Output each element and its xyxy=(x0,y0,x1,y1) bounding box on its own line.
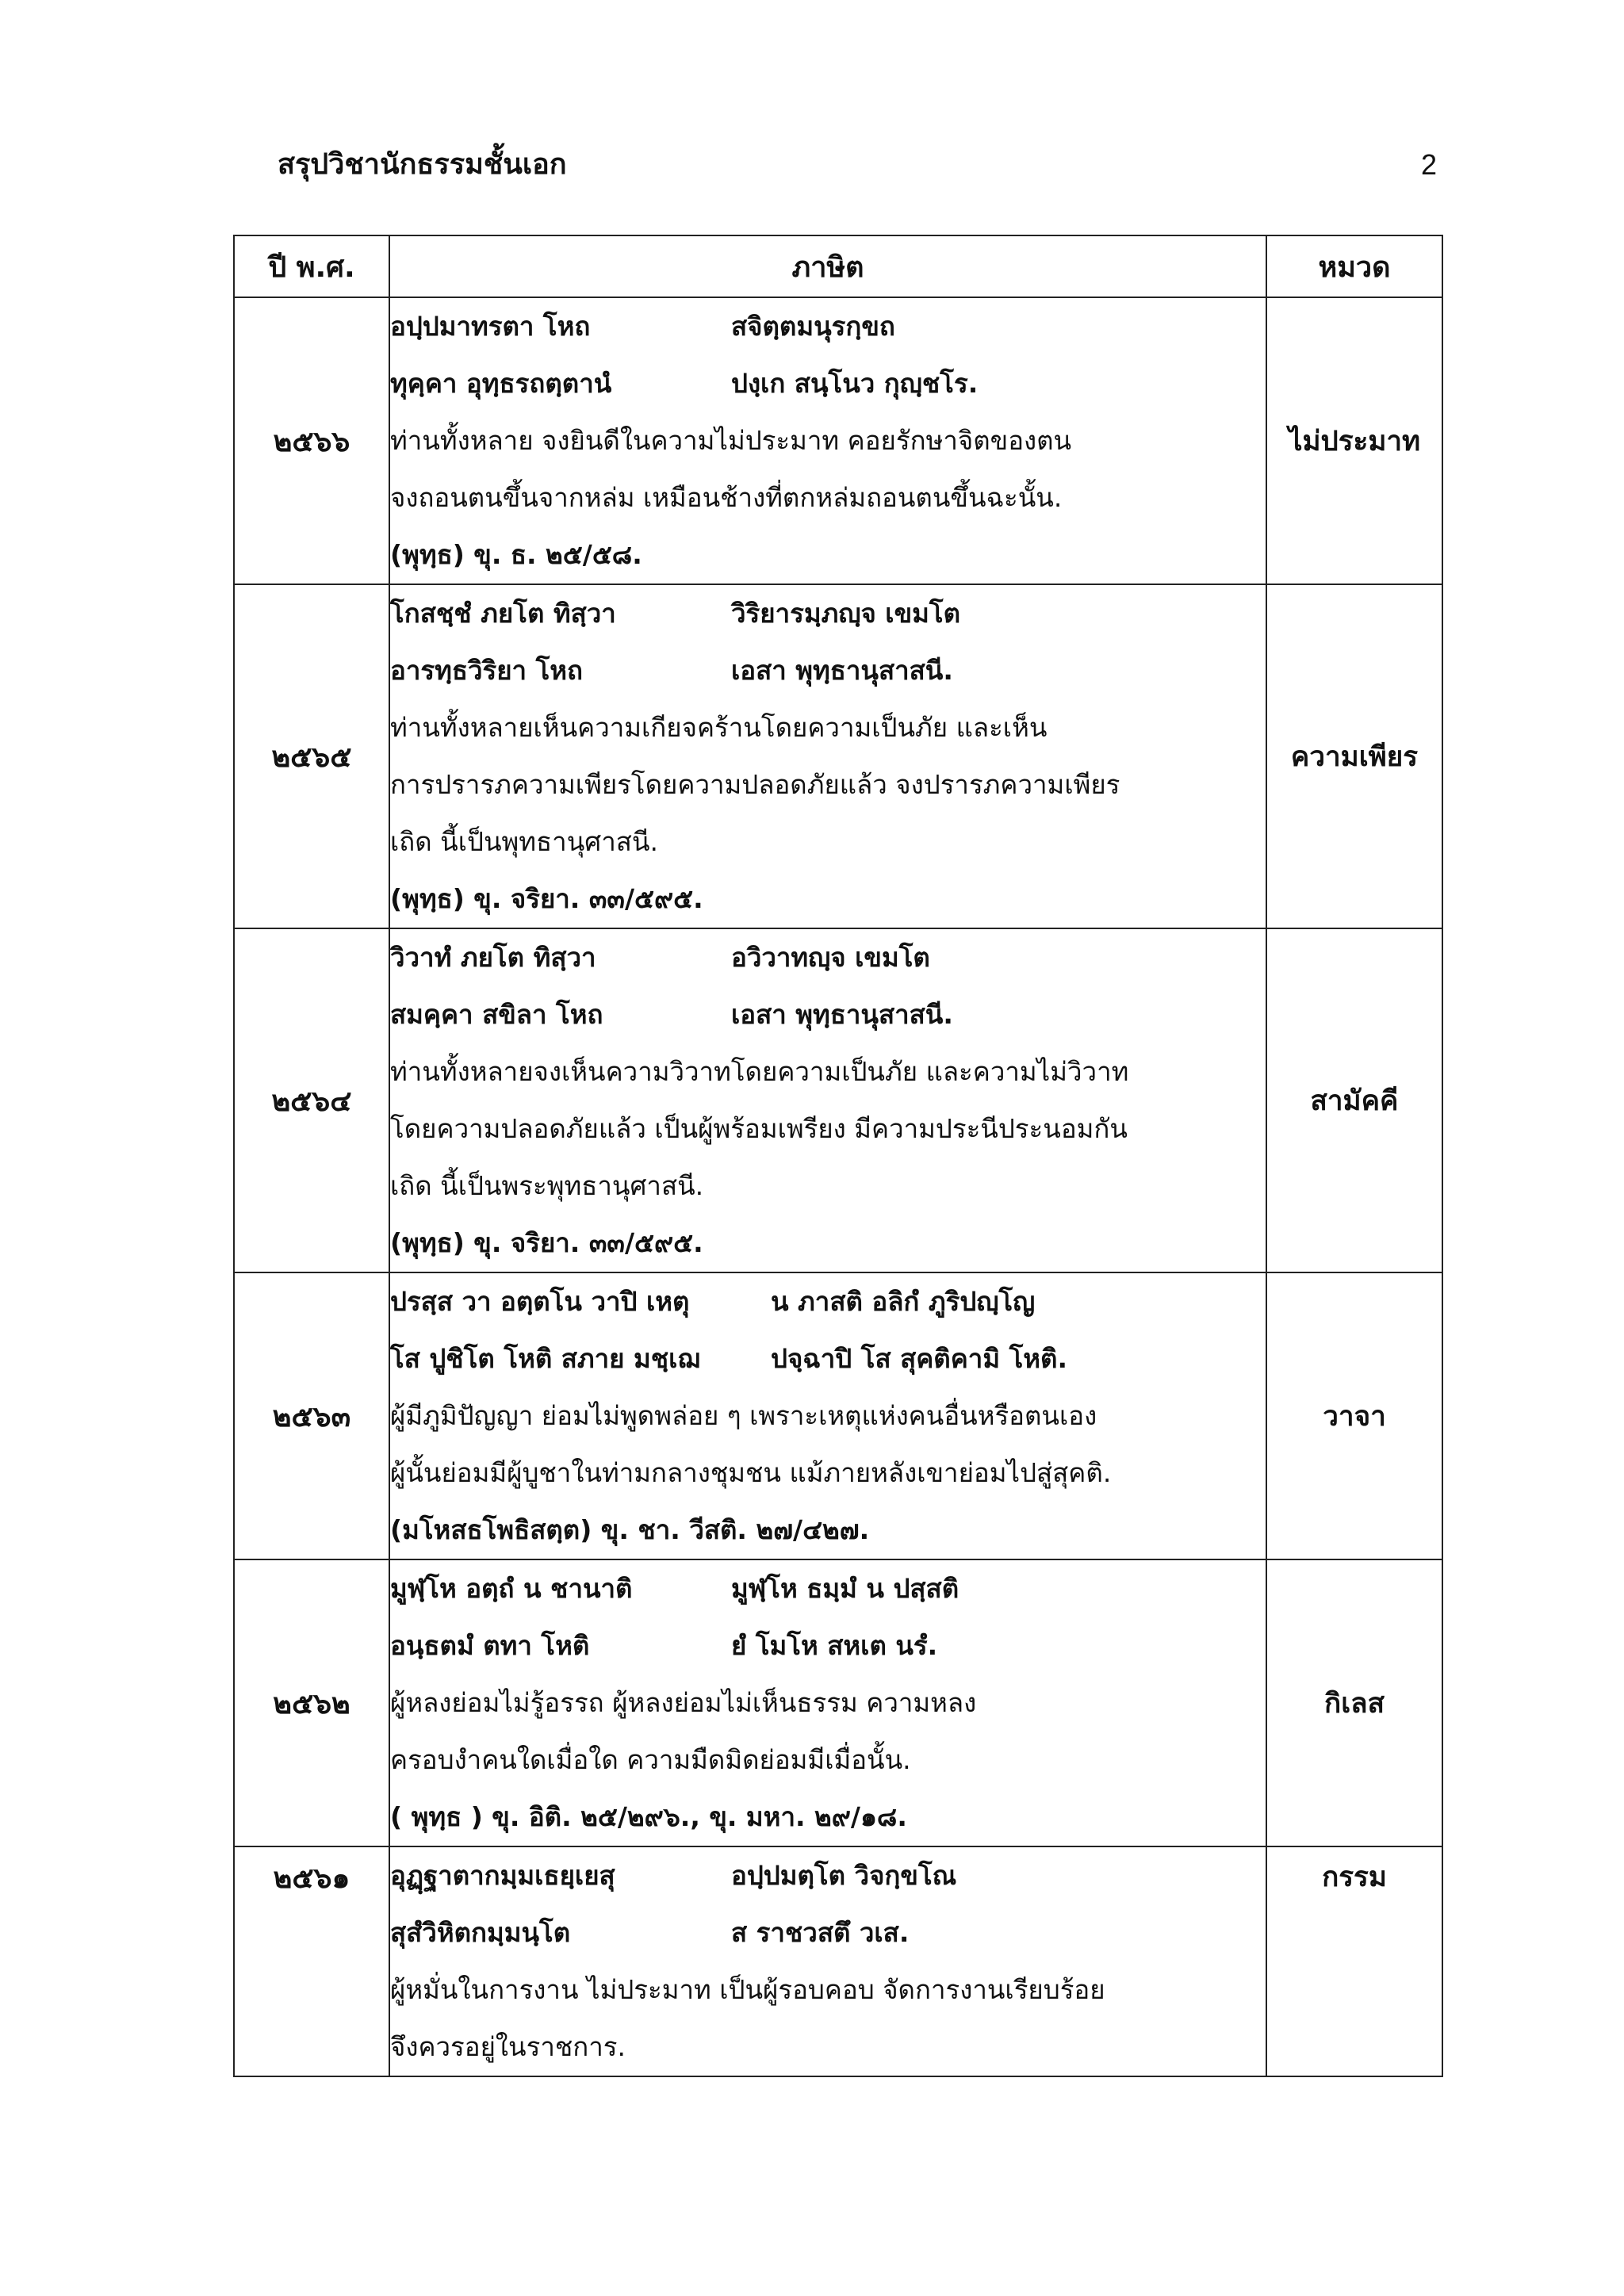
meaning-line: ผู้นั้นย่อมมีผู้บูชาในท่ามกลางชุมชน แม้ภายหลังเขาย่อมไปสู่สุคติ. xyxy=(390,1457,1112,1488)
pali-verse-b: เอสา พุทฺธานุสาสนี. xyxy=(731,655,953,686)
pali-verse-b: อวิวาทญฺจ เขมโต xyxy=(731,942,930,973)
meaning-line: เถิด นี้เป็นพุทธานุศาสนี. xyxy=(390,826,658,857)
year-cell: ๒๕๖๖ xyxy=(234,297,389,584)
category-cell: ไม่ประมาท xyxy=(1266,297,1442,584)
pali-verse-b: วิริยารมฺภญฺจ เขมโต xyxy=(731,598,961,629)
year-cell: ๒๕๖๕ xyxy=(234,584,389,928)
table-header-row xyxy=(234,235,1442,297)
verse-cell xyxy=(389,584,1266,928)
pali-verse-b: ปงฺเก สนฺโนว กุญฺชโร. xyxy=(731,368,979,399)
verse-cell xyxy=(389,928,1266,1272)
meaning-line: ผู้หลงย่อมไม่รู้อรรถ ผู้หลงย่อมไม่เห็นธรรม ความหลง xyxy=(390,1687,977,1718)
category-cell: กรรม xyxy=(1266,1846,1442,2076)
table-row xyxy=(234,1272,1442,1559)
reference-line: ( พุทฺธ ) ขุ. อิติ. ๒๕/๒๙๖., ขุ. มหา. ๒๙/๑๘. xyxy=(390,1801,907,1832)
reference-line: (มโหสธโพธิสตฺต) ขุ. ชา. วีสติ. ๒๗/๔๒๗. xyxy=(390,1514,870,1545)
pali-line xyxy=(390,929,1266,986)
pali-line xyxy=(390,1560,1266,1617)
document-title: สรุปวิชานักธรรมชั้นเอก xyxy=(278,148,567,181)
reference-line: (พุทฺธ) ขุ. ธ. ๒๕/๕๘. xyxy=(390,539,642,570)
pali-verse-a: อุฏฺฐาตากมฺมเธยฺเยสุ xyxy=(390,1860,615,1891)
category-cell: วาจา xyxy=(1266,1272,1442,1559)
pali-line xyxy=(390,986,1266,1043)
pali-line xyxy=(390,1273,1266,1330)
pali-verse-b: ยํ โมโห สหเต นรํ. xyxy=(731,1630,938,1661)
category-cell: ความเพียร xyxy=(1266,584,1442,928)
pali-line xyxy=(390,585,1266,642)
column-header-verse: ภาษิต xyxy=(389,235,1266,297)
verse-cell xyxy=(389,1846,1266,2076)
column-header-year: ปี พ.ศ. xyxy=(234,235,389,297)
meaning-line: การปรารภความเพียรโดยความปลอดภัยแล้ว จงปรารภความเพียร xyxy=(390,769,1120,800)
table-row xyxy=(234,1846,1442,2076)
verse-cell xyxy=(389,297,1266,584)
table-row xyxy=(234,584,1442,928)
pali-line xyxy=(390,1330,1266,1387)
pali-verse-a: มูฬฺโห อตฺถํ น ชานาติ xyxy=(390,1573,633,1604)
meaning-line: ท่านทั้งหลายจงเห็นความวิวาทโดยความเป็นภัย และความไม่วิวาท xyxy=(390,1056,1129,1087)
meaning-line: ท่านทั้งหลาย จงยินดีในความไม่ประมาท คอยรักษาจิตของตน xyxy=(390,425,1072,456)
meaning-line: ผู้มีภูมิปัญญา ย่อมไม่พูดพล่อย ๆ เพราะเหตุแห่งคนอื่นหรือตนเอง xyxy=(390,1400,1097,1431)
pali-verse-a: อปฺปมาทรตา โหถ xyxy=(390,311,591,342)
column-header-category: หมวด xyxy=(1266,235,1442,297)
pali-verse-a: ทุคฺคา อุทฺธรถตฺตานํ xyxy=(390,368,612,399)
verse-table xyxy=(233,235,1443,2077)
pali-line xyxy=(390,1904,1266,1961)
pali-verse-b: มูฬฺโห ธมฺมํ น ปสฺสติ xyxy=(731,1573,959,1604)
pali-verse-b: ส ราชวสตึ วเส. xyxy=(731,1917,910,1948)
table-row xyxy=(234,1559,1442,1846)
pali-line xyxy=(390,642,1266,699)
year-cell: ๒๕๖๓ xyxy=(234,1272,389,1559)
pali-verse-a: โกสชฺชํ ภยโต ทิสฺวา xyxy=(390,598,616,629)
pali-line xyxy=(390,1847,1266,1904)
verse-cell xyxy=(389,1272,1266,1559)
meaning-line: จงถอนตนขึ้นจากหล่ม เหมือนช้างที่ตกหล่มถอนตนขึ้นฉะนั้น. xyxy=(390,482,1063,513)
meaning-line: ท่านทั้งหลายเห็นความเกียจคร้านโดยความเป็นภัย และเห็น xyxy=(390,712,1048,743)
year-cell: ๒๕๖๒ xyxy=(234,1559,389,1846)
pali-verse-b: น ภาสติ อลิกํ ภูริปญฺโญ xyxy=(771,1286,1036,1317)
pali-verse-a: ปรสฺส วา อตฺตโน วาปิ เหตุ xyxy=(390,1286,690,1317)
pali-verse-b: ปจฺฉาปิ โส สุคติคามิ โหติ. xyxy=(771,1343,1068,1374)
meaning-line: ผู้หมั่นในการงาน ไม่ประมาท เป็นผู้รอบคอบ จัดการงานเรียบร้อย xyxy=(390,1974,1105,2005)
table-row xyxy=(234,928,1442,1272)
pali-verse-a: สมคฺคา สขิลา โหถ xyxy=(390,999,603,1030)
reference-line: (พุทฺธ) ขุ. จริยา. ๓๓/๕๙๕. xyxy=(390,1227,703,1258)
year-cell: ๒๕๖๔ xyxy=(234,928,389,1272)
category-cell: กิเลส xyxy=(1266,1559,1442,1846)
page-header xyxy=(278,141,1437,189)
pali-verse-a: อนฺธตมํ ตทา โหติ xyxy=(390,1630,590,1661)
pali-verse-a: สุสํวิหิตกมฺมนฺโต xyxy=(390,1917,571,1948)
meaning-line: เถิด นี้เป็นพระพุทธานุศาสนี. xyxy=(390,1170,704,1201)
pali-verse-b: เอสา พุทฺธานุสาสนี. xyxy=(731,999,953,1030)
meaning-line: โดยความปลอดภัยแล้ว เป็นผู้พร้อมเพรียง มีความประนีประนอมกัน xyxy=(390,1113,1128,1144)
reference-line: (พุทฺธ) ขุ. จริยา. ๓๓/๕๙๕. xyxy=(390,883,703,914)
page-number: 2 xyxy=(1420,148,1437,181)
category-cell: สามัคคี xyxy=(1266,928,1442,1272)
pali-verse-a: โส ปูชิโต โหติ สภาย มชฺเฌ xyxy=(390,1343,700,1374)
verse-cell xyxy=(389,1559,1266,1846)
pali-verse-a: อารทฺธวิริยา โหถ xyxy=(390,655,584,686)
pali-line xyxy=(390,1617,1266,1674)
pali-verse-a: วิวาทํ ภยโต ทิสฺวา xyxy=(390,942,596,973)
table-row xyxy=(234,297,1442,584)
meaning-line: ครอบงำคนใดเมื่อใด ความมืดมิดย่อมมีเมื่อนั้น. xyxy=(390,1744,911,1775)
meaning-line: จึงควรอยู่ในราชการ. xyxy=(390,2031,626,2062)
pali-line xyxy=(390,298,1266,355)
year-cell: ๒๕๖๑ xyxy=(234,1846,389,2076)
pali-verse-b: อปฺปมตฺโต วิจกฺขโณ xyxy=(731,1860,957,1891)
pali-line xyxy=(390,355,1266,412)
pali-verse-b: สจิตฺตมนุรกฺขถ xyxy=(731,311,895,342)
